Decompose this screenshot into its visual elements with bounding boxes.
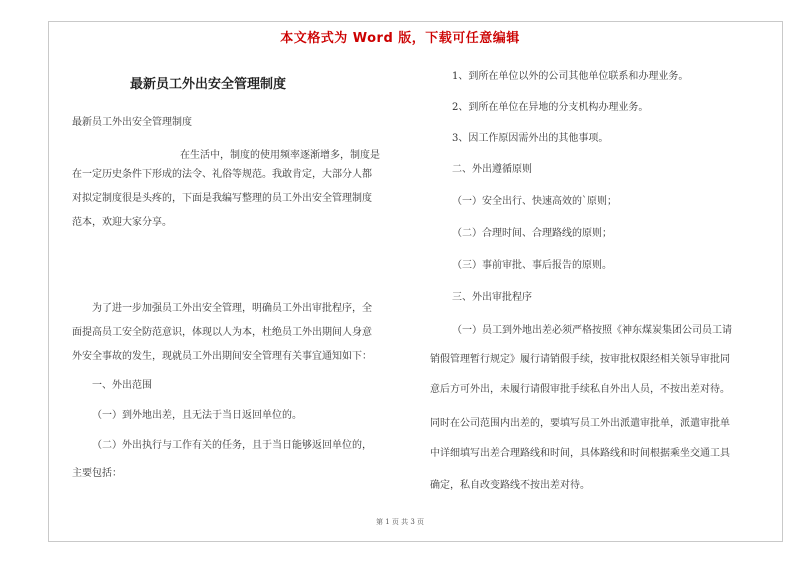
paragraph: 同时在公司范围内出差的，要填写员工外出派遣审批单，派遣审批单 — [430, 418, 730, 429]
paragraph: （二）外出执行与工作有关的任务，且于当日能够返回单位的， — [92, 440, 372, 451]
paragraph: 最新员工外出安全管理制度 — [72, 117, 192, 128]
paragraph: （一）安全出行、快速高效的`原则； — [452, 196, 617, 207]
paragraph: （一）到外地出差，且无法于当日返回单位的。 — [92, 410, 302, 421]
paragraph: 确定，私自改变路线不按出差对待。 — [430, 480, 590, 491]
paragraph: （三）事前审批、事后报告的原则。 — [452, 260, 612, 271]
download-banner: 本文格式为 Word 版，下载可任意编辑 — [280, 31, 520, 46]
paragraph: （一）员工到外地出差必须严格按照《神东煤炭集团公司员工请 — [452, 325, 732, 336]
paragraph: 在生活中，制度的使用频率逐渐增多，制度是 — [180, 150, 380, 161]
page-number: 第 1 页 共 3 页 — [375, 518, 425, 526]
paragraph: 意后方可外出，未履行请假审批手续私自外出人员，不按出差对待。 — [430, 384, 730, 395]
paragraph: 在一定历史条件下形成的法令、礼俗等规范。我敢肯定，大部分人都 — [72, 169, 372, 180]
paragraph: 对拟定制度很是头疼的，下面是我编写整理的员工外出安全管理制度 — [72, 193, 372, 204]
paragraph: 销假管理暂行规定》履行请销假手续，按审批权限经相关领导审批同 — [430, 354, 730, 365]
paragraph: 1、到所在单位以外的公司其他单位联系和办理业务。 — [452, 71, 689, 82]
paragraph: 中详细填写出差合理路线和时间，具体路线和时间根据乘坐交通工具 — [430, 448, 730, 459]
section-heading: 一、外出范围 — [92, 380, 152, 391]
paragraph: 范本，欢迎大家分享。 — [72, 217, 172, 228]
paragraph: 3、因工作原因需外出的其他事项。 — [452, 133, 609, 144]
paragraph: 面提高员工安全防范意识，体现以人为本，杜绝员工外出期间人身意 — [72, 327, 372, 338]
paragraph: 外安全事故的发生，现就员工外出期间安全管理有关事宜通知如下： — [72, 351, 372, 362]
document-title: 最新员工外出安全管理制度 — [130, 77, 287, 92]
section-heading: 三、外出审批程序 — [452, 292, 532, 303]
paragraph: 主要包括： — [72, 468, 122, 479]
paragraph: 2、到所在单位在异地的分支机构办理业务。 — [452, 102, 649, 113]
paragraph: （二）合理时间、合理路线的原则； — [452, 228, 612, 239]
page-frame — [48, 21, 783, 542]
section-heading: 二、外出遵循原则 — [452, 164, 532, 175]
paragraph: 为了进一步加强员工外出安全管理，明确员工外出审批程序，全 — [92, 303, 372, 314]
